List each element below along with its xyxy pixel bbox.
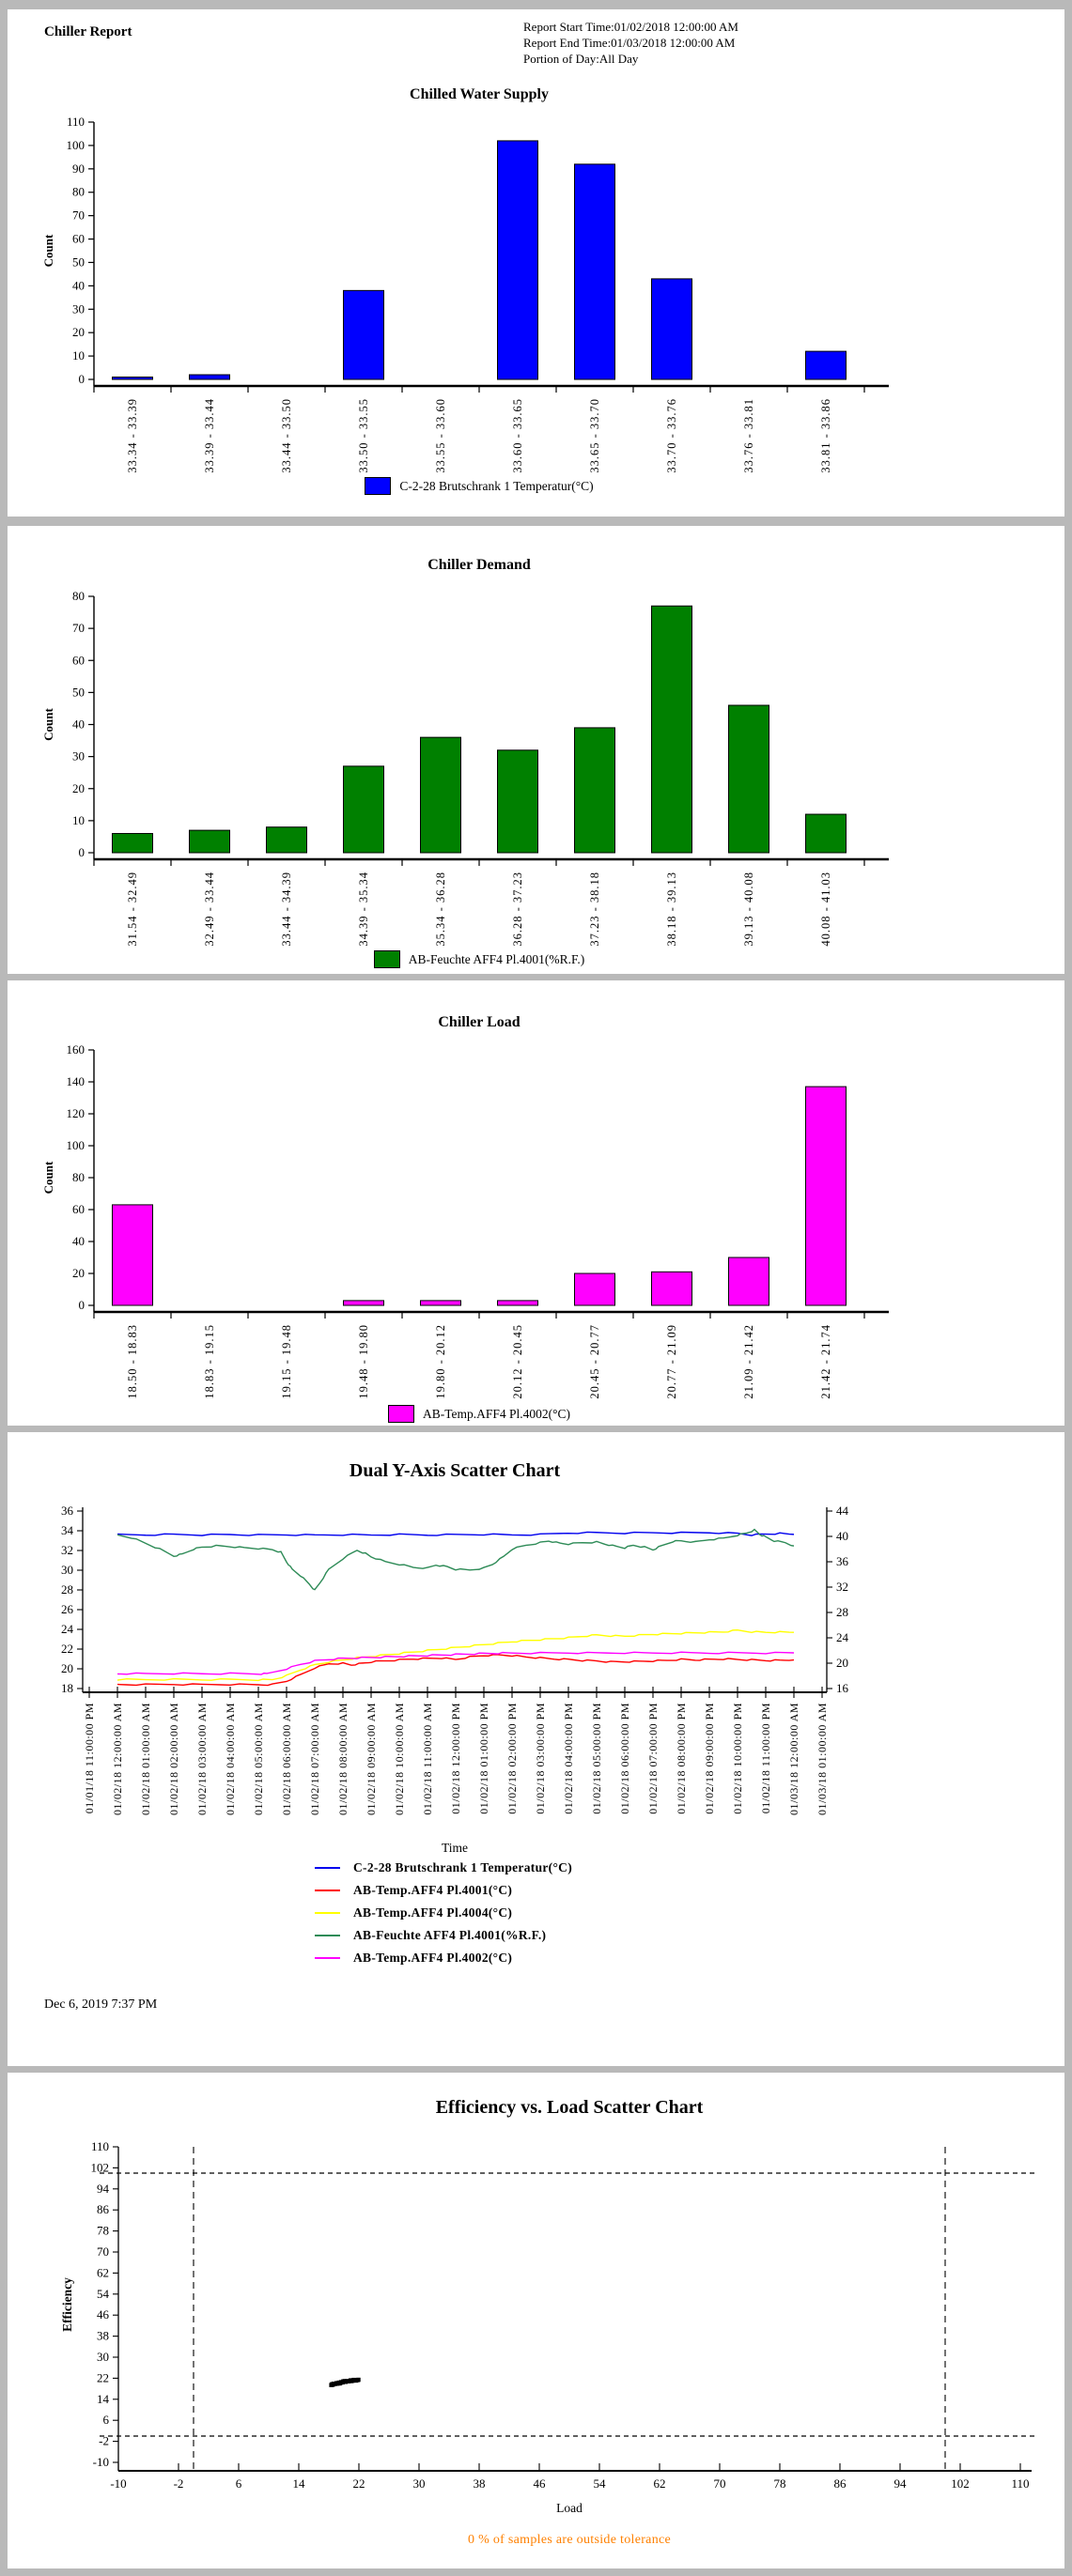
svg-text:50: 50 [72, 685, 85, 700]
svg-text:86: 86 [833, 2476, 847, 2491]
svg-text:26: 26 [61, 1602, 73, 1616]
svg-text:21.42 - 21.74: 21.42 - 21.74 [819, 1324, 832, 1399]
svg-text:0: 0 [78, 845, 85, 859]
generated-timestamp: Dec 6, 2019 7:37 PM [44, 1998, 158, 2012]
svg-text:37.23 - 38.18: 37.23 - 38.18 [588, 872, 601, 947]
svg-text:36.28 - 37.23: 36.28 - 37.23 [511, 872, 524, 947]
svg-text:80: 80 [72, 1170, 85, 1184]
svg-text:01/02/18 06:00:00 PM: 01/02/18 06:00:00 PM [618, 1703, 631, 1814]
svg-text:102: 102 [951, 2476, 970, 2491]
svg-text:01/02/18 09:00:00 PM: 01/02/18 09:00:00 PM [703, 1703, 716, 1814]
svg-text:01/02/18 02:00:00 AM: 01/02/18 02:00:00 AM [167, 1703, 180, 1816]
svg-text:22: 22 [61, 1642, 73, 1656]
svg-text:44: 44 [836, 1504, 848, 1518]
chart-title-dual-y-axis: Dual Y-Axis Scatter Chart [349, 1460, 561, 1481]
svg-text:31.54 - 32.49: 31.54 - 32.49 [126, 872, 139, 947]
svg-text:38: 38 [97, 2328, 109, 2343]
svg-text:21.09 - 21.42: 21.09 - 21.42 [742, 1324, 755, 1399]
svg-text:54: 54 [593, 2476, 606, 2491]
svg-text:01/02/18 10:00:00 AM: 01/02/18 10:00:00 AM [393, 1703, 406, 1816]
legend-label: AB-Temp.AFF4 Pl.4004(°C) [353, 1905, 513, 1920]
svg-text:140: 140 [66, 1074, 85, 1088]
svg-text:110: 110 [90, 2139, 109, 2153]
panel-chiller-load [8, 980, 1064, 1426]
svg-text:110: 110 [1011, 2476, 1030, 2491]
svg-text:24: 24 [836, 1630, 848, 1644]
svg-text:70: 70 [713, 2476, 726, 2491]
svg-text:40: 40 [836, 1529, 848, 1543]
svg-text:Load: Load [556, 2501, 583, 2515]
svg-text:01/02/18 07:00:00 AM: 01/02/18 07:00:00 AM [308, 1703, 321, 1816]
svg-text:40: 40 [72, 278, 85, 293]
svg-text:01/03/18 12:00:00 AM: 01/03/18 12:00:00 AM [787, 1703, 800, 1816]
svg-text:110: 110 [66, 115, 85, 129]
svg-text:-10: -10 [92, 2455, 109, 2469]
legend-swatch-magenta [388, 1405, 414, 1423]
legend-label: AB-Feuchte AFF4 Pl.4001(%R.F.) [408, 951, 585, 966]
svg-text:-2: -2 [173, 2476, 184, 2491]
svg-text:Efficiency: Efficiency [60, 2277, 74, 2332]
svg-text:01/02/18 12:00:00 PM: 01/02/18 12:00:00 PM [449, 1703, 462, 1814]
svg-text:Count: Count [41, 1161, 55, 1195]
svg-text:32: 32 [836, 1580, 848, 1594]
svg-text:33.76 - 33.81: 33.76 - 33.81 [742, 398, 755, 473]
svg-text:01/02/18 03:00:00 PM: 01/02/18 03:00:00 PM [534, 1703, 547, 1814]
svg-text:100: 100 [66, 137, 85, 152]
svg-text:24: 24 [61, 1622, 73, 1636]
svg-text:94: 94 [97, 2181, 109, 2196]
svg-text:18: 18 [61, 1681, 73, 1695]
svg-text:38.18 - 39.13: 38.18 - 39.13 [665, 872, 678, 947]
chart-title-chilled-water-supply: Chilled Water Supply [410, 86, 549, 102]
svg-text:62: 62 [653, 2476, 666, 2491]
report-start-time: Report Start Time:01/02/2018 12:00:00 AM [523, 20, 738, 34]
legend-line-yellow [315, 1912, 340, 1914]
legend-item [315, 1879, 572, 1902]
svg-text:62: 62 [97, 2265, 109, 2280]
legend-label: AB-Temp.AFF4 Pl.4002(°C) [353, 1951, 513, 1965]
svg-text:01/02/18 01:00:00 PM: 01/02/18 01:00:00 PM [477, 1703, 490, 1814]
svg-text:01/02/18 10:00:00 PM: 01/02/18 10:00:00 PM [731, 1703, 744, 1814]
svg-text:Time: Time [441, 1841, 469, 1855]
legend-item [315, 1902, 572, 1924]
svg-text:10: 10 [72, 348, 85, 363]
svg-text:6: 6 [102, 2413, 109, 2428]
tolerance-note: 0 % of samples are outside tolerance [467, 2533, 672, 2547]
svg-text:22: 22 [352, 2476, 365, 2491]
legend-item [315, 1924, 572, 1947]
svg-text:19.48 - 19.80: 19.48 - 19.80 [357, 1324, 370, 1399]
legend-chilled-water-supply [94, 477, 864, 495]
legend-line-blue [315, 1867, 340, 1869]
svg-text:19.80 - 20.12: 19.80 - 20.12 [434, 1324, 447, 1399]
svg-text:30: 30 [97, 2350, 109, 2364]
svg-text:20: 20 [72, 1266, 85, 1280]
svg-text:60: 60 [72, 1202, 85, 1216]
svg-text:01/03/18 01:00:00 AM: 01/03/18 01:00:00 AM [816, 1703, 829, 1816]
svg-text:33.44 - 34.39: 33.44 - 34.39 [280, 872, 293, 947]
svg-text:32: 32 [61, 1543, 73, 1557]
svg-text:34.39 - 35.34: 34.39 - 35.34 [357, 872, 370, 947]
svg-text:20: 20 [72, 325, 85, 340]
legend-chiller-load [94, 1405, 864, 1423]
svg-text:32.49 - 33.44: 32.49 - 33.44 [203, 872, 216, 947]
svg-text:160: 160 [66, 1042, 85, 1057]
svg-text:01/02/18 01:00:00 AM: 01/02/18 01:00:00 AM [139, 1703, 152, 1816]
chart-title-chiller-demand: Chiller Demand [427, 557, 531, 573]
svg-text:70: 70 [72, 621, 85, 636]
svg-text:80: 80 [72, 589, 85, 603]
svg-text:22: 22 [97, 2370, 109, 2385]
svg-text:30: 30 [72, 748, 85, 764]
svg-text:33.70 - 33.76: 33.70 - 33.76 [665, 398, 678, 473]
svg-text:14: 14 [292, 2476, 305, 2491]
chart-title-efficiency-load: Efficiency vs. Load Scatter Chart [435, 2097, 704, 2118]
svg-text:30: 30 [61, 1563, 73, 1577]
legend-swatch-green [374, 950, 400, 968]
svg-text:20: 20 [836, 1656, 848, 1670]
svg-text:10: 10 [72, 812, 85, 827]
svg-text:01/01/18 11:00:00 PM: 01/01/18 11:00:00 PM [83, 1703, 96, 1814]
svg-text:36: 36 [61, 1504, 73, 1518]
svg-text:60: 60 [72, 653, 85, 668]
svg-text:20: 20 [61, 1661, 73, 1675]
efficiency-load-scatter-chart [8, 2073, 1064, 2568]
legend-item [315, 1947, 572, 1969]
svg-text:34: 34 [61, 1523, 73, 1537]
svg-text:20: 20 [72, 780, 85, 795]
legend-label: C-2-28 Brutschrank 1 Temperatur(°C) [353, 1860, 573, 1874]
svg-text:100: 100 [66, 1138, 85, 1152]
report-title: Chiller Report [44, 24, 132, 39]
svg-text:78: 78 [97, 2223, 109, 2238]
svg-text:19.15 - 19.48: 19.15 - 19.48 [280, 1324, 293, 1399]
svg-text:102: 102 [90, 2160, 109, 2175]
panel-efficiency-load [8, 2073, 1064, 2568]
legend-dual-y-axis [315, 1857, 572, 1969]
legend-line-magenta [315, 1957, 340, 1959]
svg-text:20.12 - 20.45: 20.12 - 20.45 [511, 1324, 524, 1399]
dual-y-axis-line-chart [8, 1432, 1064, 2066]
svg-text:36: 36 [836, 1554, 848, 1568]
svg-text:120: 120 [66, 1106, 85, 1120]
panel-chilled-water-supply [8, 9, 1064, 517]
svg-text:18.83 - 19.15: 18.83 - 19.15 [203, 1324, 216, 1399]
svg-text:33.50 - 33.55: 33.50 - 33.55 [357, 398, 370, 473]
svg-text:33.81 - 33.86: 33.81 - 33.86 [819, 398, 832, 473]
svg-text:-2: -2 [99, 2433, 109, 2448]
svg-text:30: 30 [72, 301, 85, 316]
svg-text:01/02/18 04:00:00 PM: 01/02/18 04:00:00 PM [562, 1703, 575, 1814]
svg-text:01/02/18 08:00:00 PM: 01/02/18 08:00:00 PM [675, 1703, 688, 1814]
legend-line-seagreen [315, 1935, 340, 1936]
svg-text:01/02/18 05:00:00 PM: 01/02/18 05:00:00 PM [590, 1703, 603, 1814]
legend-label: AB-Temp.AFF4 Pl.4002(°C) [422, 1406, 571, 1421]
report-end-time: Report End Time:01/03/2018 12:00:00 AM [523, 36, 736, 50]
svg-text:30: 30 [412, 2476, 426, 2491]
svg-text:16: 16 [836, 1681, 848, 1695]
svg-text:6: 6 [235, 2476, 242, 2491]
svg-text:70: 70 [72, 208, 85, 223]
svg-text:01/02/18 11:00:00 AM: 01/02/18 11:00:00 AM [421, 1703, 434, 1815]
svg-text:86: 86 [97, 2202, 109, 2217]
svg-text:39.13 - 40.08: 39.13 - 40.08 [742, 872, 755, 947]
svg-text:40.08 - 41.03: 40.08 - 41.03 [819, 872, 832, 947]
svg-text:01/02/18 02:00:00 PM: 01/02/18 02:00:00 PM [505, 1703, 519, 1814]
svg-text:0: 0 [78, 1298, 85, 1312]
svg-text:01/02/18 12:00:00 AM: 01/02/18 12:00:00 AM [111, 1703, 124, 1816]
svg-text:Count: Count [41, 234, 55, 268]
svg-text:28: 28 [836, 1605, 848, 1619]
chiller-demand-histogram [8, 526, 1064, 974]
legend-label: C-2-28 Brutschrank 1 Temperatur(°C) [399, 478, 594, 493]
svg-text:14: 14 [97, 2391, 109, 2406]
svg-text:80: 80 [72, 184, 85, 199]
svg-text:54: 54 [97, 2286, 109, 2301]
svg-text:33.65 - 33.70: 33.65 - 33.70 [588, 398, 601, 473]
svg-text:33.60 - 33.65: 33.60 - 33.65 [511, 398, 524, 473]
legend-item [315, 1857, 572, 1879]
svg-text:Count: Count [41, 708, 55, 741]
svg-text:78: 78 [773, 2476, 786, 2491]
svg-text:20.77 - 21.09: 20.77 - 21.09 [665, 1324, 678, 1399]
svg-text:70: 70 [97, 2244, 109, 2259]
svg-text:33.39 - 33.44: 33.39 - 33.44 [203, 398, 216, 473]
legend-line-red [315, 1890, 340, 1891]
report-portion-of-day: Portion of Day:All Day [523, 52, 639, 66]
svg-text:94: 94 [893, 2476, 907, 2491]
svg-text:38: 38 [473, 2476, 486, 2491]
svg-text:28: 28 [61, 1582, 73, 1597]
svg-text:0: 0 [78, 372, 85, 386]
svg-text:01/02/18 03:00:00 AM: 01/02/18 03:00:00 AM [195, 1703, 209, 1816]
svg-text:01/02/18 04:00:00 AM: 01/02/18 04:00:00 AM [224, 1703, 237, 1816]
svg-text:50: 50 [72, 255, 85, 270]
svg-text:40: 40 [72, 717, 85, 732]
svg-text:33.34 - 33.39: 33.34 - 33.39 [126, 398, 139, 473]
legend-chiller-demand [94, 950, 864, 968]
svg-text:01/02/18 11:00:00 PM: 01/02/18 11:00:00 PM [759, 1703, 772, 1814]
svg-text:01/02/18 07:00:00 PM: 01/02/18 07:00:00 PM [646, 1703, 660, 1814]
chiller-load-histogram [8, 980, 1064, 1426]
svg-text:-10: -10 [110, 2476, 127, 2491]
svg-text:90: 90 [72, 161, 85, 176]
svg-text:60: 60 [72, 231, 85, 246]
svg-text:35.34 - 36.28: 35.34 - 36.28 [434, 872, 447, 947]
legend-label: AB-Feuchte AFF4 Pl.4001(%R.F.) [353, 1928, 547, 1942]
svg-text:33.44 - 33.50: 33.44 - 33.50 [280, 398, 293, 473]
svg-text:18.50 - 18.83: 18.50 - 18.83 [126, 1324, 139, 1399]
chilled-water-supply-histogram [8, 9, 1064, 517]
svg-text:20.45 - 20.77: 20.45 - 20.77 [588, 1324, 601, 1399]
svg-text:01/02/18 09:00:00 AM: 01/02/18 09:00:00 AM [365, 1703, 378, 1816]
svg-text:40: 40 [72, 1234, 85, 1248]
svg-text:01/02/18 05:00:00 AM: 01/02/18 05:00:00 AM [252, 1703, 265, 1816]
svg-text:01/02/18 08:00:00 AM: 01/02/18 08:00:00 AM [336, 1703, 350, 1816]
svg-text:46: 46 [97, 2307, 109, 2322]
legend-swatch-blue [365, 477, 391, 495]
panel-chiller-demand [8, 526, 1064, 974]
panel-dual-y-axis [8, 1432, 1064, 2066]
svg-text:46: 46 [533, 2476, 546, 2491]
svg-text:01/02/18 06:00:00 AM: 01/02/18 06:00:00 AM [280, 1703, 293, 1816]
svg-text:33.55 - 33.60: 33.55 - 33.60 [434, 398, 447, 473]
legend-label: AB-Temp.AFF4 Pl.4001(°C) [353, 1883, 513, 1897]
chart-title-chiller-load: Chiller Load [438, 1014, 520, 1030]
